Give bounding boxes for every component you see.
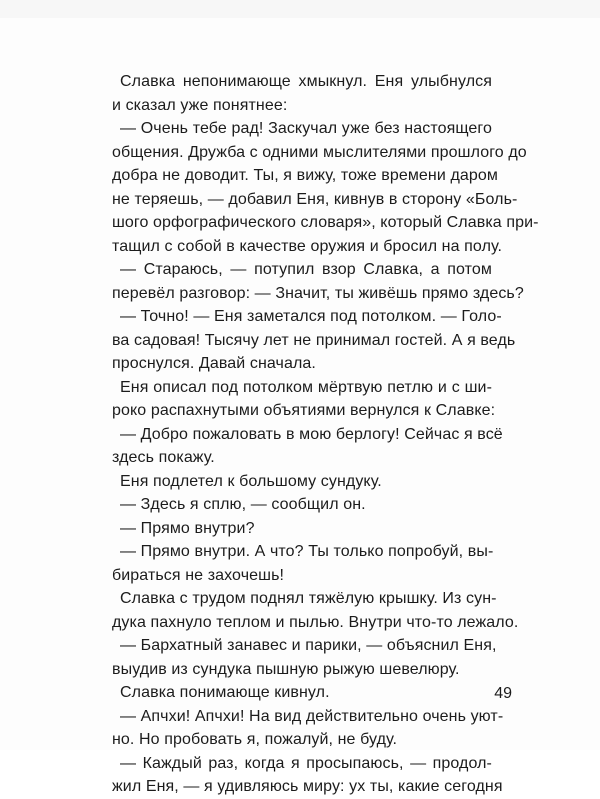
text-line: не теряешь, — добавил Еня, кивнув в сторону «Боль- bbox=[112, 190, 518, 208]
text-line: Славка с трудом поднял тяжёлую крышку. Из сун- bbox=[120, 590, 497, 607]
text-line: шого орфографического словаря», который Славка при- bbox=[112, 214, 539, 231]
text-line: Славка непонимающе хмыкнул. Еня улыбнулся bbox=[120, 73, 492, 90]
page-top-band bbox=[0, 0, 600, 18]
text-line: но. Но пробовать я, пожалуй, не буду. bbox=[112, 731, 398, 748]
text-line: общения. Дружба с одними мыслителями прошлого до bbox=[112, 143, 527, 161]
text-line: Славка понимающе кивнул. bbox=[120, 684, 330, 701]
page-number: 49 bbox=[494, 685, 512, 702]
text-line: здесь покажу. bbox=[112, 449, 215, 466]
text-line: проснулся. Давай сначала. bbox=[112, 355, 316, 372]
text-line: — Апчхи! Апчхи! На вид действительно очень уют- bbox=[120, 707, 504, 725]
text-line: выудив из сундука пышную рыжую шевелюру. bbox=[112, 660, 460, 678]
text-line: бираться не захочешь! bbox=[112, 566, 285, 584]
text-line: — Прямо внутри. А что? Ты только попробуй, вы- bbox=[120, 543, 494, 560]
text-line: — Добро пожаловать в мою берлогу! Сейчас я всё bbox=[120, 425, 503, 443]
text-line: — Очень тебе рад! Заскучал уже без настоящего bbox=[120, 120, 492, 137]
text-line: — Здесь я сплю, — сообщил он. bbox=[120, 496, 366, 513]
text-line: — Точно! — Еня заметался под потолком. — Голо- bbox=[120, 308, 502, 325]
text-line: роко распахнутыми объятиями вернулся к Славке: bbox=[112, 402, 496, 419]
text-line: дука пахнуло теплом и пылью. Внутри что-то лежало. bbox=[112, 613, 519, 631]
text-line: Еня подлетел к большому сундуку. bbox=[120, 472, 382, 490]
text-line: перевёл разговор: — Значит, ты живёшь прямо здесь? bbox=[112, 284, 524, 302]
text-line: ва садовая! Тысячу лет не принимал гостей. А я ведь bbox=[112, 331, 516, 349]
text-line: добра не доводит. Ты, я вижу, тоже времени даром bbox=[112, 167, 498, 184]
text-line: тащил с собой в качестве оружия и бросил на полу. bbox=[112, 237, 503, 255]
text-line: жил Еня, — я удивляюсь миру: ух ты, какие сегодня bbox=[112, 778, 503, 795]
text-line: — Каждый раз, когда я просыпаюсь, — продол- bbox=[120, 754, 492, 772]
text-line: — Прямо внутри? bbox=[120, 519, 255, 537]
text-line: — Стараюсь, — потупил взор Славка, а потом bbox=[120, 261, 492, 278]
text-line: — Бархатный занавес и парики, — объяснил Еня, bbox=[120, 637, 497, 654]
text-line: и сказал уже понятнее: bbox=[112, 96, 288, 114]
text-line: Еня описал под потолком мёртвую петлю и с ши- bbox=[120, 378, 492, 396]
